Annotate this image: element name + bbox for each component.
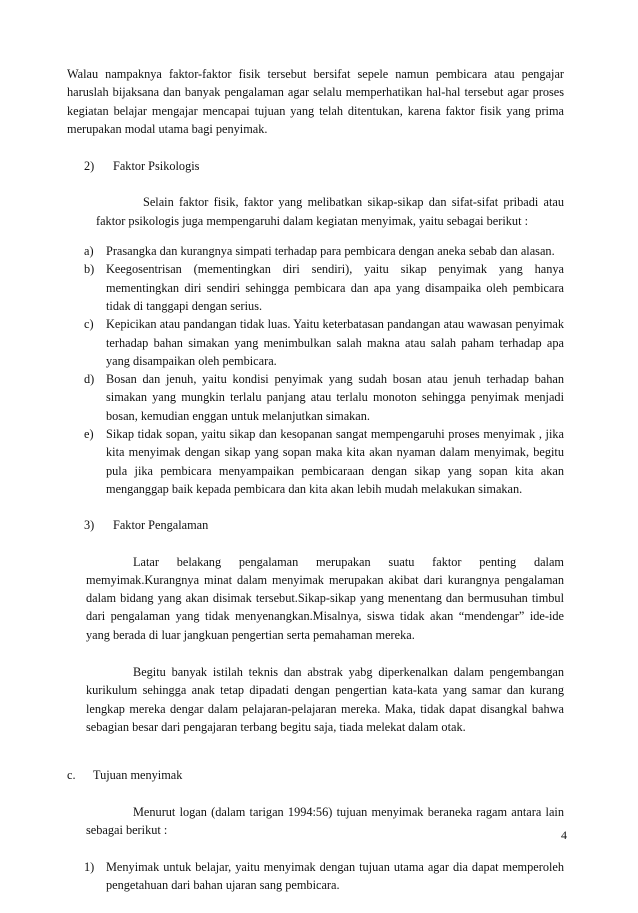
section-3-paragraph-2: Begitu banyak istilah teknis dan abstrak yabg diperkenalkan dalam pengembangan kurikulum sehingga anak tetap dipadati dengan pengertian kata-kata yang samar dan kurang lengkap mereka dengar dalam pelajaran-pelajaran mereka. Maka, tidak dapat disangkal bahwa sebagian besar dari pengajaran terbang begitu saja, tiada melekat dalam otak. — [86, 665, 564, 734]
section-3-title: Faktor Pengalaman — [113, 518, 209, 533]
section-2-number: 2) — [84, 159, 95, 174]
listening-goals-list — [84, 858, 564, 895]
list-marker: e) — [84, 427, 94, 442]
psychological-factors-list — [84, 242, 564, 498]
section-3-number: 3) — [84, 518, 95, 533]
section-2-paragraph: Selain faktor fisik, faktor yang melibatkan sikap-sikap dan sifat-sifat pribadi atau faktor psikologis juga mempengaruhi dalam kegiatan menyimak, yaitu sebagai berikut : — [96, 195, 564, 228]
list-item-text: Kepicikan atau pandangan tidak luas. Yaitu keterbatasan pandangan atau wawasan penyimak terhadap bahan simakan yang menimbulkan salah makna atau salah paham terhadap apa yang disampaikan oleh pembicara. — [106, 317, 564, 368]
section-c-number: c. — [67, 768, 76, 783]
section-c-heading — [67, 766, 564, 784]
section-c-title: Tujuan menyimak — [93, 768, 183, 783]
list-marker: a) — [84, 244, 94, 259]
page-content — [67, 65, 564, 913]
intro-paragraph: Walau nampaknya faktor-faktor fisik tersebut bersifat sepele namun pembicara atau pengajar haruslah bijaksana dan banyak pengalaman agar selalu memperhatikan hal-hal tersebut agar proses kegiatan belajar mengajar mencapai tujuan yang telah ditentukan, karena faktor fisik yang prima merupakan modal utama bagi penyimak. — [67, 67, 564, 136]
section-c-paragraph: Menurut logan (dalam tarigan 1994:56) tujuan menyimak beraneka ragam antara lain sebagai berikut : — [86, 804, 564, 837]
list-item-text: Bosan dan jenuh, yaitu kondisi penyimak yang sudah bosan atau jenuh terhadap bahan simakan yang mungkin terlalu panjang atau terlalu monoton sehingga penyimak menjadi bosan, kemudian enggan untuk melanjutkan simakan. — [106, 372, 564, 423]
list-marker: c) — [84, 317, 94, 332]
section-2-title: Faktor Psikologis — [113, 159, 200, 174]
section-2-heading — [84, 157, 564, 175]
list-marker: 1) — [84, 860, 95, 875]
list-item — [84, 315, 564, 370]
list-item — [84, 242, 564, 260]
list-item-text: Sikap tidak sopan, yaitu sikap dan kesopanan sangat mempengaruhi proses menyimak , jika kita menyimak dengan sikap yang sopan maka kita akan nyaman dalam menyimak, begitu pula jika pembicara menyampaikan pembicaraan dengan sikap yang sopan kita akan menganggap baik kepada pembicara dan kita akan lebih mudah melakukan simakan. — [106, 427, 564, 496]
list-marker: d) — [84, 372, 95, 387]
page-number: 4 — [561, 828, 567, 842]
list-marker: b) — [84, 262, 95, 277]
list-item — [84, 858, 564, 895]
list-item — [84, 425, 564, 498]
list-item-text: Menyimak untuk belajar, yaitu menyimak dengan tujuan utama agar dia dapat memperoleh pengetahuan dari bahan ujaran sang pembicara. — [106, 860, 564, 893]
list-item-text: Keegosentrisan (mementingkan diri sendiri), yaitu sikap penyimak yang hanya mementingkan diri sendiri sehingga pembicara dan apa yang disampaika oleh pembicara tidak di tanggapi dengan serius. — [106, 262, 564, 313]
section-3-paragraph-1: Latar belakang pengalaman merupakan suatu faktor penting dalam memyimak.Kurangnya minat dalam menyimak merupakan akibat dari kurangnya pengalaman dalam bidang yang akan disimak tersebut.Sikap-sikap yang menentang dan bermusuhan timbul dari pengalaman yang tidak menyenangkan.Misalnya, siswa tidak akan “mendengar” ide-ide yang berada di luar jangkuan pengertian serta pemahaman mereka. — [86, 554, 564, 642]
list-item — [84, 370, 564, 425]
list-item — [84, 260, 564, 315]
section-3-heading — [84, 516, 564, 534]
list-item-text: Prasangka dan kurangnya simpati terhadap para pembicara dengan aneka sebab dan alasan. — [106, 244, 555, 259]
